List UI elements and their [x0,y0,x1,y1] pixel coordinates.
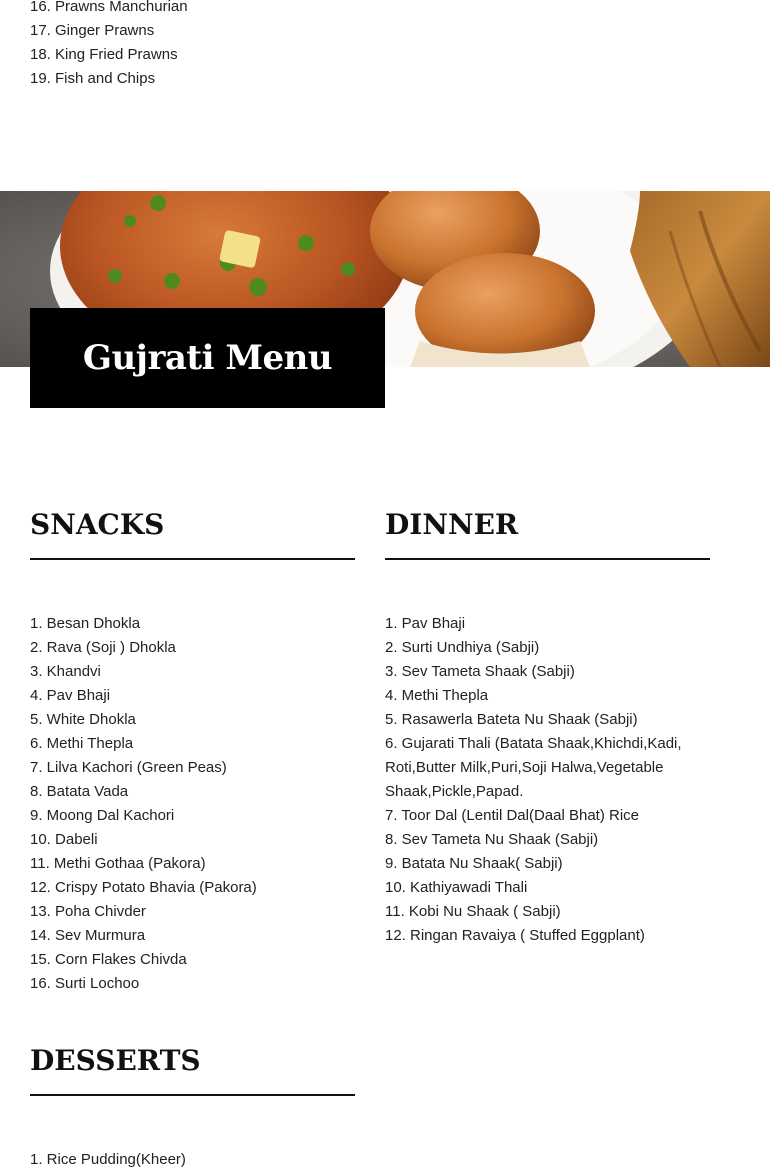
list-item: 1. Rice Pudding(Kheer) [30,1151,186,1168]
menu-title-box [30,308,385,408]
list-item: 4. Methi Thepla [385,687,489,704]
list-item: 19. Fish and Chips [30,70,156,87]
section-heading: DINNER [385,508,519,541]
section-heading: SNACKS [30,508,165,541]
list-item: 10. Dabeli [30,831,98,848]
divider [385,558,710,560]
list-item: 16. Prawns Manchurian [30,0,188,15]
list-item: 12. Crispy Potato Bhavia (Pakora) [30,879,257,896]
divider [30,558,355,560]
list-item: 5. White Dhokla [30,711,136,728]
list-item: 1. Besan Dhokla [30,615,141,632]
list-item: 5. Rasawerla Bateta Nu Shaak (Sabji) [385,711,638,728]
snacks-list [30,612,355,996]
list-item: 13. Poha Chivder [30,903,146,920]
desserts-list [30,1148,355,1169]
list-item: 17. Ginger Prawns [30,22,155,39]
list-item: 14. Sev Murmura [30,927,146,944]
snacks-section [30,508,355,996]
dinner-list [385,612,710,948]
list-item: 16. Surti Lochoo [30,975,140,992]
list-item: 11. Kobi Nu Shaak ( Sabji) [385,903,561,920]
list-item: 6. Methi Thepla [30,735,134,752]
list-item: 4. Pav Bhaji [30,687,111,704]
previous-menu-list [30,0,730,91]
section-heading: DESSERTS [30,1044,201,1077]
list-item: 8. Batata Vada [30,783,129,800]
list-item: 3. Khandvi [30,663,101,680]
list-item: 2. Surti Undhiya (Sabji) [385,639,540,656]
list-item: 7. Toor Dal (Lentil Dal(Daal Bhat) Rice [385,807,639,824]
list-item: 6. Gujarati Thali (Batata Shaak,Khichdi,Kadi, Roti,Butter Milk,Puri,Soji Halwa,Vegetable Shaak,Pickle,Papad. [385,735,682,800]
list-item: 8. Sev Tameta Nu Shaak (Sabji) [385,831,599,848]
list-item: 15. Corn Flakes Chivda [30,951,187,968]
list-item: 9. Batata Nu Shaak( Sabji) [385,855,563,872]
page-title: Gujrati Menu [82,338,333,378]
list-item: 10. Kathiyawadi Thali [385,879,528,896]
dinner-section [385,508,710,948]
list-item: 9. Moong Dal Kachori [30,807,175,824]
desserts-section [30,1044,355,1169]
divider [30,1094,355,1096]
list-item: 2. Rava (Soji ) Dhokla [30,639,176,656]
list-item: 7. Lilva Kachori (Green Peas) [30,759,227,776]
list-item: 1. Pav Bhaji [385,615,466,632]
list-item: 18. King Fried Prawns [30,46,178,63]
list-item: 12. Ringan Ravaiya ( Stuffed Eggplant) [385,927,645,944]
list-item: 11. Methi Gothaa (Pakora) [30,855,206,872]
list-item: 3. Sev Tameta Shaak (Sabji) [385,663,575,680]
